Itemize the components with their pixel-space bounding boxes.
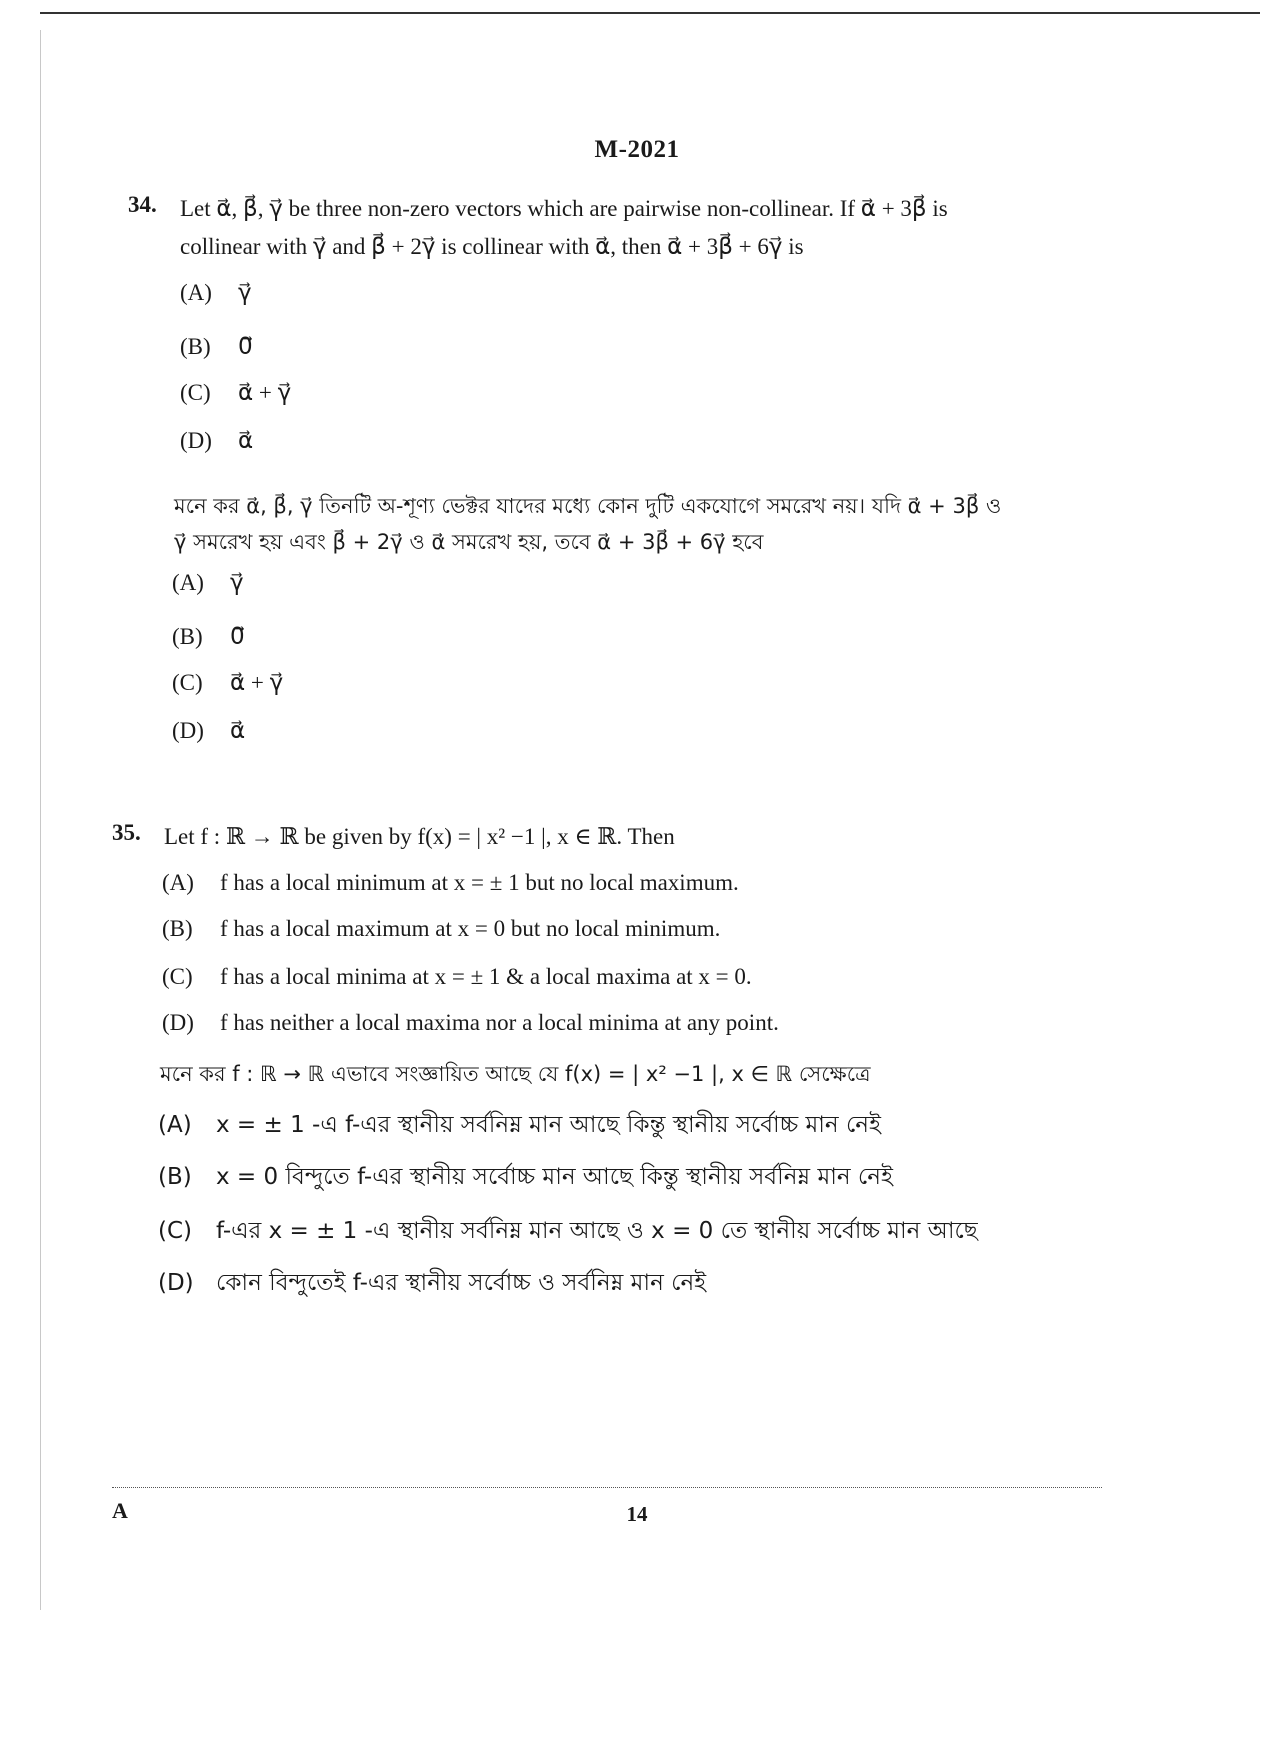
q34-en-line-2: collinear with γ⃗ and β⃗ + 2γ⃗ is collinear with α⃗, then α⃗ + 3β⃗ + 6γ⃗ is: [180, 234, 804, 259]
q34-en-line-1: Let α⃗, β⃗, γ⃗ be three non-zero vectors which are pairwise non-collinear. If α⃗ + 3β⃗ is: [180, 196, 948, 221]
option-text: α⃗: [238, 428, 254, 453]
option-label: (A): [172, 570, 204, 595]
option-text: α⃗ + γ⃗: [230, 670, 284, 695]
option-text: f has a local minima at x = ± 1 & a local maxima at x = 0.: [220, 964, 752, 989]
page-number: 14: [626, 1502, 648, 1526]
option-label: (B): [172, 624, 203, 649]
option-text: x = 0 বিন্দুতে f-এর স্থানীয় সর্বোচ্চ মান আছে কিন্তু স্থানীয় সর্বনিম্ন মান নেই: [216, 1164, 893, 1190]
option-text: f has a local minimum at x = ± 1 but no local maximum.: [220, 870, 739, 895]
option-text: 0⃗: [238, 334, 253, 359]
option-label: (C): [172, 670, 203, 695]
q34-en-option-c: [180, 380, 291, 406]
option-text: α⃗: [230, 718, 246, 743]
scan-edge: [40, 30, 41, 1610]
question-number-35: 35.: [112, 820, 141, 845]
option-label: (A): [162, 870, 194, 895]
q34-bn-option-d: [172, 718, 245, 744]
option-label: (A): [158, 1112, 192, 1138]
question-number-34: 34.: [128, 192, 157, 217]
q35-en-option-a: [162, 870, 739, 896]
paper-code: M-2021: [594, 136, 680, 163]
option-label: (B): [162, 916, 193, 941]
option-label: (D): [162, 1010, 194, 1035]
q34-en-option-a: [180, 280, 252, 306]
q35-bn-option-d: [158, 1264, 706, 1303]
option-text: কোন বিন্দুতেই f-এর স্থানীয় সর্বোচ্চ ও সর্বনিম্ন মান নেই: [216, 1270, 707, 1296]
option-text: f has neither a local maxima nor a local minima at any point.: [220, 1010, 779, 1035]
option-label: (B): [180, 334, 211, 359]
option-text: α⃗ + γ⃗: [238, 380, 292, 405]
q34-bn-line-2: γ⃗ সমরেখ হয় এবং β⃗ + 2γ⃗ ও α⃗ সমরেখ হয়, তবে α⃗ + 3β⃗ + 6γ⃗ হবে: [174, 530, 764, 554]
option-text: γ⃗: [230, 570, 244, 595]
q34-bn-option-b: [172, 624, 245, 650]
q34-bn-line-1: মনে কর α⃗, β⃗, γ⃗ তিনটি অ-শূণ্য ভেক্টর যাদের মধ্যে কোন দুটি একযোগে সমরেখ নয়। যদি α⃗ + 3β⃗ ও: [174, 494, 1002, 518]
q35-bn-line-1: মনে কর f : ℝ → ℝ এভাবে সংজ্ঞায়িত আছে যে f(x) = | x² −1 |, x ∈ ℝ সেক্ষেত্রে: [160, 1062, 871, 1086]
q35-en-option-d: [162, 1010, 779, 1036]
q35-bn-option-b: [158, 1158, 893, 1197]
option-text: 0⃗: [230, 624, 245, 649]
top-rule: [40, 12, 1260, 14]
option-text: γ⃗: [238, 280, 252, 305]
booklet-set-label: A: [112, 1498, 128, 1523]
option-label: (D): [180, 428, 212, 453]
option-text: f has a local maximum at x = 0 but no local minimum.: [220, 916, 721, 941]
option-label: (A): [180, 280, 212, 305]
q34-bn-option-c: [172, 670, 283, 696]
option-label: (C): [180, 380, 211, 405]
option-label: (C): [158, 1218, 193, 1244]
q34-bn-option-a: [172, 570, 244, 596]
option-label: (D): [158, 1270, 194, 1296]
q35-en-line-1: Let f : ℝ → ℝ be given by f(x) = | x² −1 |, x ∈ ℝ. Then: [164, 824, 675, 849]
q34-en-option-d: [180, 428, 253, 454]
footer-rule: [112, 1487, 1102, 1488]
option-label: (C): [162, 964, 193, 989]
option-label: (D): [172, 718, 204, 743]
q35-bn-option-c: [158, 1212, 978, 1251]
option-text: x = ± 1 -এ f-এর স্থানীয় সর্বনিম্ন মান আছে কিন্তু স্থানীয় সর্বোচ্চ মান নেই: [216, 1112, 881, 1138]
q35-en-option-b: [162, 916, 720, 942]
q35-bn-option-a: [158, 1106, 881, 1145]
q34-en-option-b: [180, 334, 253, 360]
option-label: (B): [158, 1164, 192, 1190]
q35-en-option-c: [162, 964, 752, 990]
option-text: f-এর x = ± 1 -এ স্থানীয় সর্বনিম্ন মান আছে ও x = 0 তে স্থানীয় সর্বোচ্চ মান আছে: [216, 1218, 978, 1244]
